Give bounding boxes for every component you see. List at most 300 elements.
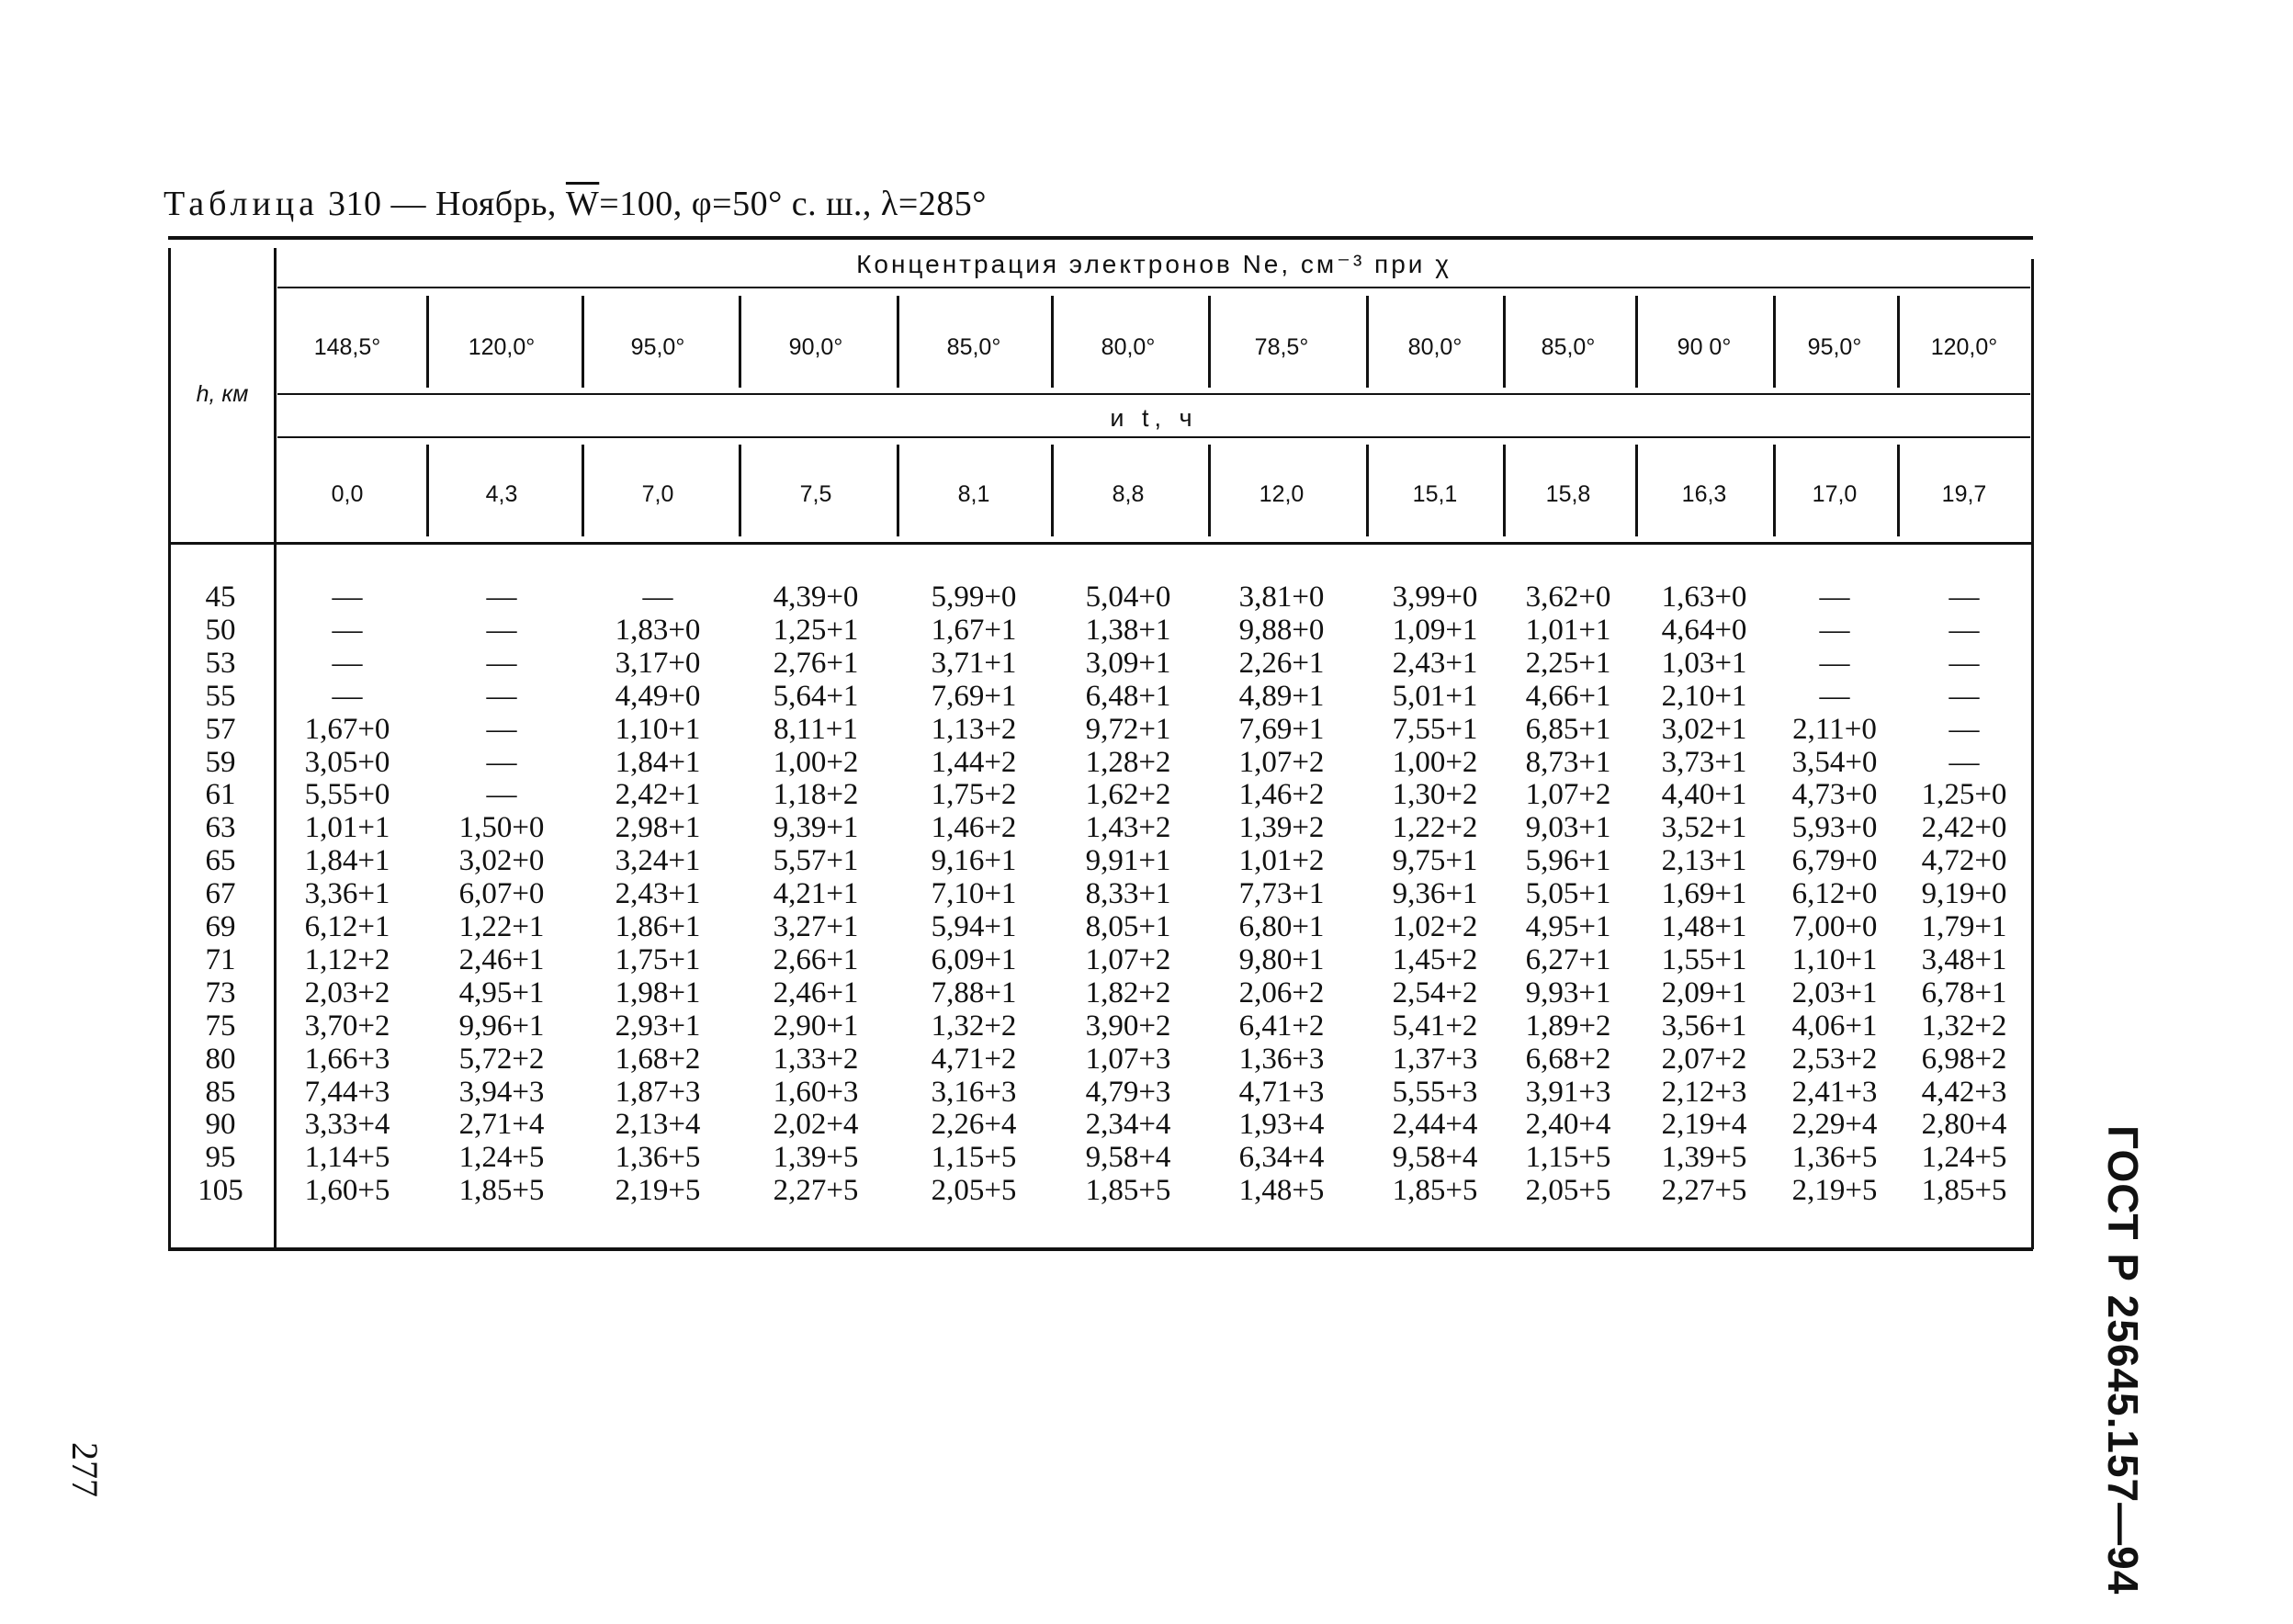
height-cell: 105 [198, 1174, 243, 1208]
table-cell: 6,09+1 [931, 942, 1017, 976]
top-rule [168, 236, 2033, 240]
table-cell: 1,28+2 [1085, 745, 1171, 779]
table-cell: 1,68+2 [615, 1042, 701, 1076]
height-cell: 63 [205, 811, 236, 845]
table-cell: 1,36+5 [1791, 1141, 1878, 1175]
table-cell: 2,05+5 [931, 1174, 1017, 1208]
t-header-cell: 0,0 [331, 481, 364, 507]
table-cell: 1,85+5 [458, 1174, 545, 1208]
table-cell: — [1948, 745, 1980, 779]
left-border [168, 248, 171, 1247]
table-cell: 1,75+2 [931, 778, 1017, 812]
table-cell: 1,25+0 [1921, 778, 2007, 812]
height-cell: 45 [205, 581, 236, 614]
table-cell: 1,45+2 [1392, 942, 1478, 976]
table-cell: 1,50+0 [458, 811, 545, 845]
table-cell: — [1819, 646, 1850, 680]
table-cell: 9,80+1 [1238, 942, 1325, 976]
table-cell: 3,94+3 [458, 1075, 545, 1109]
height-cell: 65 [205, 844, 236, 878]
table-cell: 1,32+2 [1921, 1009, 2007, 1043]
height-cell: 50 [205, 613, 236, 647]
table-cell: 2,71+4 [458, 1108, 545, 1142]
height-cell: 69 [205, 910, 236, 943]
table-cell: 2,13+1 [1661, 844, 1747, 878]
table-cell: 1,01+2 [1238, 844, 1325, 878]
table-cell: 2,27+5 [773, 1174, 859, 1208]
header-column-divider [739, 445, 741, 536]
chi-header-cell: 120,0° [468, 334, 536, 360]
table-cell: 2,10+1 [1661, 679, 1747, 713]
table-cell: 2,19+5 [1791, 1174, 1878, 1208]
table-cell: 1,36+3 [1238, 1042, 1325, 1076]
table-cell: 1,82+2 [1085, 976, 1171, 1009]
table-cell: 2,06+2 [1238, 976, 1325, 1009]
table-cell: — [486, 581, 517, 614]
table-cell: 6,27+1 [1525, 942, 1611, 976]
header-title: Концентрация электронов Ne, см⁻³ при χ [856, 250, 1451, 278]
table-cell: 2,90+1 [773, 1009, 859, 1043]
table-cell: 6,78+1 [1921, 976, 2007, 1009]
table-cell: — [1948, 581, 1980, 614]
table-cell: 3,62+0 [1525, 581, 1611, 614]
height-cell: 61 [205, 778, 236, 812]
table-cell: — [1948, 613, 1980, 647]
h-column-label: h, км [196, 381, 249, 407]
table-cell: 9,93+1 [1525, 976, 1611, 1009]
table-cell: 2,46+1 [458, 942, 545, 976]
table-cell: — [486, 778, 517, 812]
page-number: 277 [64, 1442, 106, 1497]
table-cell: 1,63+0 [1661, 581, 1747, 614]
table-cell: 5,41+2 [1392, 1009, 1478, 1043]
table-cell: 5,96+1 [1525, 844, 1611, 878]
table-cell: — [332, 581, 363, 614]
table-cell: 3,33+4 [304, 1108, 390, 1142]
t-header-cell: 7,5 [799, 481, 832, 507]
table-cell: 1,39+5 [773, 1141, 859, 1175]
table-cell: 2,09+1 [1661, 976, 1747, 1009]
header-column-divider [1208, 296, 1211, 388]
t-header-cell: 8,1 [957, 481, 990, 507]
table-cell: — [332, 613, 363, 647]
table-cell: 1,89+2 [1525, 1009, 1611, 1043]
table-cell: 1,67+1 [931, 613, 1017, 647]
table-cell: 1,48+1 [1661, 910, 1747, 943]
table-cell: 2,44+4 [1392, 1108, 1478, 1142]
mid-rule-lower [277, 436, 2030, 438]
table-cell: 4,49+0 [615, 679, 701, 713]
header-column-divider [582, 445, 584, 536]
table-cell: 4,42+3 [1921, 1075, 2007, 1109]
table-cell: 7,88+1 [931, 976, 1017, 1009]
height-cell: 75 [205, 1009, 236, 1043]
table-cell: 6,48+1 [1085, 679, 1171, 713]
table-cell: — [486, 745, 517, 779]
caption-number: 310 [328, 185, 382, 223]
header-column-divider [1897, 296, 1900, 388]
table-cell: 5,99+0 [931, 581, 1017, 614]
header-column-divider [1635, 296, 1638, 388]
table-cell: 3,54+0 [1791, 745, 1878, 779]
table-cell: 3,52+1 [1661, 811, 1747, 845]
table-cell: 3,73+1 [1661, 745, 1747, 779]
table-cell: 2,42+1 [615, 778, 701, 812]
chi-header-cell: 95,0° [630, 334, 685, 360]
chi-header-cell: 80,0° [1407, 334, 1463, 360]
table-cell: 1,39+5 [1661, 1141, 1747, 1175]
table-cell: 8,11+1 [774, 712, 858, 746]
table-cell: 1,18+2 [773, 778, 859, 812]
table-cell: 2,25+1 [1525, 646, 1611, 680]
table-cell: 1,38+1 [1085, 613, 1171, 647]
t-header-cell: 17,0 [1812, 481, 1858, 507]
table-cell: — [332, 679, 363, 713]
table-cell: 6,12+1 [304, 910, 390, 943]
table-cell: 4,06+1 [1791, 1009, 1878, 1043]
chi-header-cell: 90,0° [788, 334, 843, 360]
height-cell: 55 [205, 679, 236, 713]
header-column-divider [426, 445, 429, 536]
table-cell: 3,71+1 [931, 646, 1017, 680]
table-cell: 3,70+2 [304, 1009, 390, 1043]
table-cell: 1,24+5 [458, 1141, 545, 1175]
table-cell: 8,05+1 [1085, 910, 1171, 943]
table-cell: 1,09+1 [1392, 613, 1478, 647]
header-column-divider [1773, 445, 1776, 536]
table-cell: 7,69+1 [931, 679, 1017, 713]
table-cell: 6,41+2 [1238, 1009, 1325, 1043]
table-cell: 2,53+2 [1791, 1042, 1878, 1076]
table-cell: 9,91+1 [1085, 844, 1171, 878]
header-bottom-rule [168, 542, 2033, 545]
header-column-divider [1051, 445, 1054, 536]
table-cell: 1,30+2 [1392, 778, 1478, 812]
table-cell: 7,73+1 [1238, 877, 1325, 911]
caption-parameters: =100, φ=50° с. ш., λ=285° [599, 185, 987, 223]
table-cell: 1,93+4 [1238, 1108, 1325, 1142]
table-cell: 1,79+1 [1921, 910, 2007, 943]
table-cell: 7,00+0 [1791, 910, 1878, 943]
table-cell: 1,62+2 [1085, 778, 1171, 812]
table-cell: 4,72+0 [1921, 844, 2007, 878]
table-cell: 5,64+1 [773, 679, 859, 713]
t-header-cell: 8,8 [1112, 481, 1145, 507]
height-cell: 80 [205, 1042, 236, 1076]
height-cell: 57 [205, 712, 236, 746]
header-mid-label: и t, ч [1110, 404, 1198, 432]
chi-header-cell: 78,5° [1254, 334, 1309, 360]
chi-header-cell: 80,0° [1101, 334, 1156, 360]
table-cell: 1,13+2 [931, 712, 1017, 746]
table-cell: 4,21+1 [773, 877, 859, 911]
table-cell: 3,17+0 [615, 646, 701, 680]
table-cell: 6,68+2 [1525, 1042, 1611, 1076]
table-cell: 6,12+0 [1791, 877, 1878, 911]
table-cell: 1,44+2 [931, 745, 1017, 779]
table-cell: 8,73+1 [1525, 745, 1611, 779]
header-column-divider [1051, 296, 1054, 388]
table-cell: 9,96+1 [458, 1009, 545, 1043]
table-cell: 9,58+4 [1085, 1141, 1171, 1175]
table-cell: 4,95+1 [1525, 910, 1611, 943]
table-caption [164, 184, 987, 224]
table-cell: 2,93+1 [615, 1009, 701, 1043]
table-cell: 6,85+1 [1525, 712, 1611, 746]
table-cell: 5,04+0 [1085, 581, 1171, 614]
table-cell: 4,79+3 [1085, 1075, 1171, 1109]
table-cell: 3,99+0 [1392, 581, 1478, 614]
table-cell: 4,95+1 [458, 976, 545, 1009]
table-cell: 1,14+5 [304, 1141, 390, 1175]
table-cell: 6,34+4 [1238, 1141, 1325, 1175]
table-cell: 2,41+3 [1791, 1075, 1878, 1109]
table-cell: 1,85+5 [1921, 1174, 2007, 1208]
caption-w-symbol: $\overline{W}$ [565, 185, 600, 223]
header-column-divider [1366, 445, 1369, 536]
table-cell: 7,55+1 [1392, 712, 1478, 746]
table-cell: 6,80+1 [1238, 910, 1325, 943]
table-cell: — [486, 679, 517, 713]
table-cell: 1,60+3 [773, 1075, 859, 1109]
height-cell: 85 [205, 1075, 236, 1109]
table-cell: 3,36+1 [304, 877, 390, 911]
header-column-divider [1503, 296, 1506, 388]
table-cell: 9,36+1 [1392, 877, 1478, 911]
table-cell: 1,00+2 [1392, 745, 1478, 779]
table-cell: 2,19+5 [615, 1174, 701, 1208]
table-cell: 2,29+4 [1791, 1108, 1878, 1142]
table-cell: 3,02+1 [1661, 712, 1747, 746]
chi-header-cell: 120,0° [1930, 334, 1998, 360]
table-cell: 1,98+1 [615, 976, 701, 1009]
height-cell: 67 [205, 877, 236, 911]
chi-header-cell: 90 0° [1677, 334, 1732, 360]
table-cell: — [1819, 679, 1850, 713]
t-header-cell: 15,8 [1545, 481, 1591, 507]
table-cell: 1,32+2 [931, 1009, 1017, 1043]
table-cell: 2,05+5 [1525, 1174, 1611, 1208]
table-cell: 1,86+1 [615, 910, 701, 943]
table-cell: 1,02+2 [1392, 910, 1478, 943]
table-cell: 1,01+1 [304, 811, 390, 845]
table-cell: 2,34+4 [1085, 1108, 1171, 1142]
table-cell: 1,67+0 [304, 712, 390, 746]
table-cell: 2,66+1 [773, 942, 859, 976]
table-cell: 1,75+1 [615, 942, 701, 976]
table-cell: 1,25+1 [773, 613, 859, 647]
table-cell: 1,15+5 [1525, 1141, 1611, 1175]
table-cell: 2,02+4 [773, 1108, 859, 1142]
t-header-cell: 4,3 [485, 481, 518, 507]
table-cell: 3,16+3 [931, 1075, 1017, 1109]
header-column-divider [1503, 445, 1506, 536]
header-column-divider [1773, 296, 1776, 388]
table-cell: 5,05+1 [1525, 877, 1611, 911]
table-cell: — [486, 712, 517, 746]
table-cell: 7,44+3 [304, 1075, 390, 1109]
table-cell: 1,46+2 [931, 811, 1017, 845]
height-cell: 71 [205, 942, 236, 976]
table-cell: — [332, 646, 363, 680]
table-cell: 4,71+3 [1238, 1075, 1325, 1109]
table-cell: 2,03+1 [1791, 976, 1878, 1009]
t-header-cell: 12,0 [1259, 481, 1305, 507]
table-cell: 1,15+5 [931, 1141, 1017, 1175]
table-cell: 1,07+2 [1525, 778, 1611, 812]
table-cell: 2,07+2 [1661, 1042, 1747, 1076]
table-cell: 1,07+2 [1238, 745, 1325, 779]
header-column-divider [1635, 445, 1638, 536]
table-cell: 2,76+1 [773, 646, 859, 680]
table-cell: 9,75+1 [1392, 844, 1478, 878]
table-cell: — [486, 646, 517, 680]
table-cell: 1,10+1 [615, 712, 701, 746]
table-cell: 1,84+1 [615, 745, 701, 779]
header-column-divider [1208, 445, 1211, 536]
t-header-cell: 15,1 [1412, 481, 1458, 507]
table-cell: 3,91+3 [1525, 1075, 1611, 1109]
table-cell: — [1819, 581, 1850, 614]
table-cell: 1,01+1 [1525, 613, 1611, 647]
table-cell: 3,05+0 [304, 745, 390, 779]
table-cell: 9,88+0 [1238, 613, 1325, 647]
table-cell: 2,13+4 [615, 1108, 701, 1142]
table-cell: 2,43+1 [1392, 646, 1478, 680]
table-cell: 1,24+5 [1921, 1141, 2007, 1175]
table-cell: 4,39+0 [773, 581, 859, 614]
t-header-cell: 7,0 [641, 481, 674, 507]
header-column-divider [582, 296, 584, 388]
table-cell: 1,84+1 [304, 844, 390, 878]
table-cell: 2,80+4 [1921, 1108, 2007, 1142]
table-cell: — [1948, 646, 1980, 680]
height-cell: 90 [205, 1108, 236, 1142]
t-header-cell: 19,7 [1941, 481, 1987, 507]
table-cell: 1,00+2 [773, 745, 859, 779]
table-cell: 1,10+1 [1791, 942, 1878, 976]
table-cell: — [486, 613, 517, 647]
table-cell: 1,55+1 [1661, 942, 1747, 976]
table-cell: 2,98+1 [615, 811, 701, 845]
table-cell: 5,55+3 [1392, 1075, 1478, 1109]
h-column-divider [274, 248, 277, 1249]
table-cell: 2,12+3 [1661, 1075, 1747, 1109]
bottom-rule [168, 1247, 2033, 1251]
table-cell: 1,33+2 [773, 1042, 859, 1076]
table-cell: 1,22+2 [1392, 811, 1478, 845]
t-header-cell: 16,3 [1681, 481, 1727, 507]
table-cell: 9,16+1 [931, 844, 1017, 878]
mid-rule-upper [277, 393, 2030, 395]
table-cell: 1,22+1 [458, 910, 545, 943]
table-cell: 6,79+0 [1791, 844, 1878, 878]
table-cell: 4,64+0 [1661, 613, 1747, 647]
table-cell: 9,58+4 [1392, 1141, 1478, 1175]
height-cell: 59 [205, 745, 236, 779]
table-cell: 5,57+1 [773, 844, 859, 878]
table-cell: 2,03+2 [304, 976, 390, 1009]
table-cell: 4,71+2 [931, 1042, 1017, 1076]
chi-header-cell: 85,0° [1541, 334, 1596, 360]
table-cell: 3,09+1 [1085, 646, 1171, 680]
table-cell: — [1948, 679, 1980, 713]
table-cell: 4,73+0 [1791, 778, 1878, 812]
table-cell: 3,27+1 [773, 910, 859, 943]
header-column-divider [426, 296, 429, 388]
chi-header-cell: 95,0° [1807, 334, 1862, 360]
table-cell: 4,66+1 [1525, 679, 1611, 713]
table-cell: 2,42+0 [1921, 811, 2007, 845]
right-border [2031, 259, 2034, 1249]
chi-header-cell: 148,5° [313, 334, 381, 360]
table-cell: 2,19+4 [1661, 1108, 1747, 1142]
caption-label: Таблица [164, 185, 320, 223]
table-cell: — [642, 581, 673, 614]
chi-header-cell: 85,0° [946, 334, 1001, 360]
header-column-divider [1897, 445, 1900, 536]
table-cell: 3,56+1 [1661, 1009, 1747, 1043]
header-column-divider [1366, 296, 1369, 388]
title-rule [277, 287, 2030, 288]
table-cell: 3,02+0 [458, 844, 545, 878]
table-cell: 9,39+1 [773, 811, 859, 845]
table-cell: 9,72+1 [1085, 712, 1171, 746]
table-cell: 1,07+2 [1085, 942, 1171, 976]
table-cell: 2,46+1 [773, 976, 859, 1009]
table-cell: 1,83+0 [615, 613, 701, 647]
header-column-divider [739, 296, 741, 388]
table-cell: 5,72+2 [458, 1042, 545, 1076]
table-cell: 6,98+2 [1921, 1042, 2007, 1076]
height-cell: 95 [205, 1141, 236, 1175]
table-cell: 1,36+5 [615, 1141, 701, 1175]
table-cell: 3,81+0 [1238, 581, 1325, 614]
table-cell: 3,48+1 [1921, 942, 2007, 976]
table-cell: 5,55+0 [304, 778, 390, 812]
table-cell: 3,90+2 [1085, 1009, 1171, 1043]
table-cell: 4,40+1 [1661, 778, 1747, 812]
table-cell: 8,33+1 [1085, 877, 1171, 911]
table-cell: 1,85+5 [1085, 1174, 1171, 1208]
header-column-divider [897, 445, 899, 536]
table-cell: 5,93+0 [1791, 811, 1878, 845]
table-cell: 2,27+5 [1661, 1174, 1747, 1208]
table-cell: 1,48+5 [1238, 1174, 1325, 1208]
table-cell: 7,10+1 [931, 877, 1017, 911]
standard-designation: ГОСТ Р 25645.157—94 [2099, 1125, 2147, 1596]
table-cell: 2,54+2 [1392, 976, 1478, 1009]
header-column-divider [897, 296, 899, 388]
table-cell: 1,60+5 [304, 1174, 390, 1208]
table-cell: 2,43+1 [615, 877, 701, 911]
table-cell: 3,24+1 [615, 844, 701, 878]
table-cell: 1,66+3 [304, 1042, 390, 1076]
table-cell: 1,43+2 [1085, 811, 1171, 845]
table-cell: 2,40+4 [1525, 1108, 1611, 1142]
table-cell: 6,07+0 [458, 877, 545, 911]
table-cell: 1,85+5 [1392, 1174, 1478, 1208]
table-cell: — [1819, 613, 1850, 647]
table-cell: 4,89+1 [1238, 679, 1325, 713]
table-cell: 1,37+3 [1392, 1042, 1478, 1076]
table-cell: 1,69+1 [1661, 877, 1747, 911]
table-cell: 9,03+1 [1525, 811, 1611, 845]
table-cell: — [1948, 712, 1980, 746]
table-cell: 9,19+0 [1921, 877, 2007, 911]
table-cell: 1,39+2 [1238, 811, 1325, 845]
table-cell: 5,94+1 [931, 910, 1017, 943]
